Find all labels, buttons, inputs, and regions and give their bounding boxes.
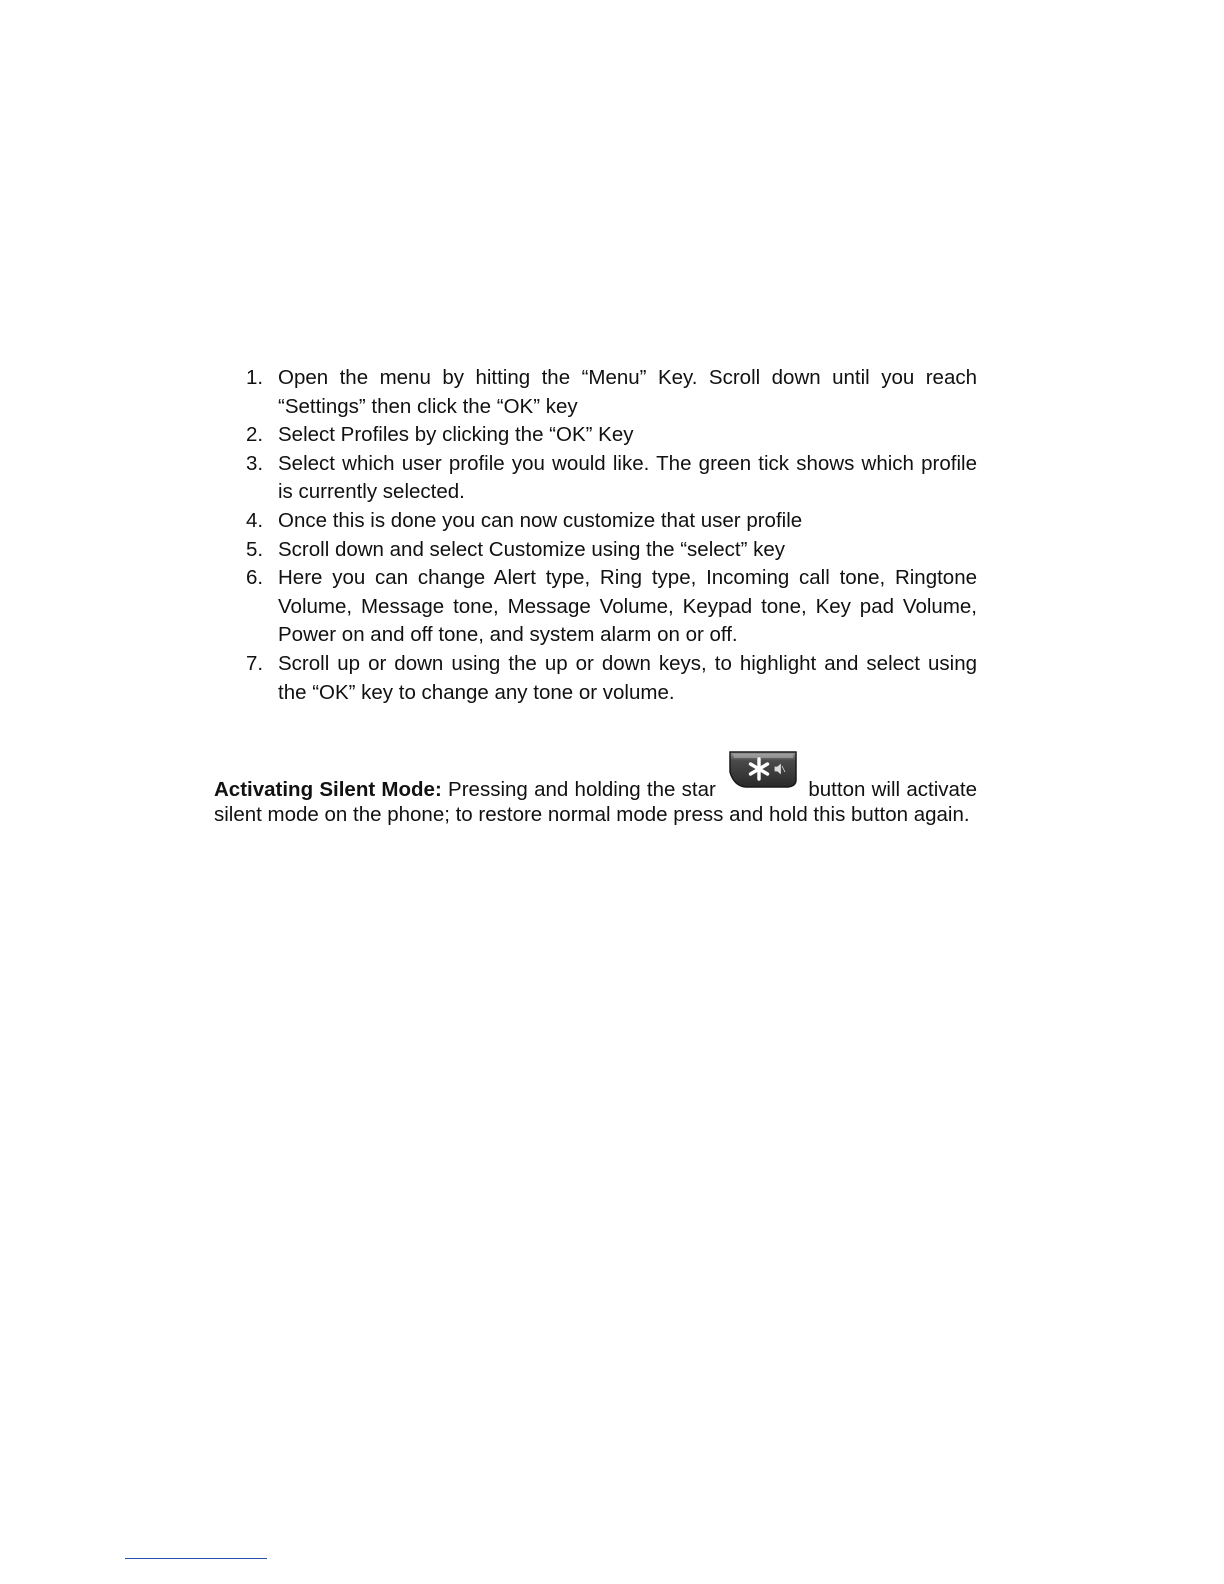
silent-mode-text-after: button will activate silent mode on the phone; to restore normal mode press and hold this button again. (214, 778, 978, 826)
silent-mode-heading: Activating Silent Mode: (214, 778, 442, 801)
step-number: 3. (246, 451, 264, 475)
instruction-list (243, 364, 977, 707)
list-item (243, 507, 977, 536)
star-key-graphic (728, 750, 798, 790)
step-text: Here you can change Alert type, Ring type, Incoming call tone, Ringtone Volume, Message tone, Message Volume, Keypad tone, Key pad Volume, Power on and off tone, and system alarm on or off. (278, 566, 977, 647)
step-number: 7. (246, 651, 264, 675)
step-number: 2. (246, 423, 264, 447)
step-text: Once this is done you can now customize that user profile (278, 508, 803, 532)
step-number: 4. (246, 508, 264, 532)
list-item (243, 421, 977, 450)
silent-mode-text-before: Pressing and holding the star (441, 778, 723, 801)
list-item (243, 536, 977, 565)
step-number: 1. (246, 366, 264, 389)
star-key-icon (728, 762, 798, 802)
list-item (243, 450, 977, 507)
list-item (243, 564, 977, 650)
silent-mode-paragraph (214, 762, 977, 827)
step-number: 5. (246, 537, 264, 561)
list-item (243, 650, 977, 707)
step-text: Open the menu by hitting the “Menu” Key. Scroll down until you reach “Settings” then click the “OK” key (278, 366, 977, 418)
step-text: Select which user profile you would like. The green tick shows which profile is currently selected. (278, 451, 977, 504)
step-text: Select Profiles by clicking the “OK” Key (278, 423, 634, 447)
step-text: Scroll down and select Customize using the “select” key (278, 537, 786, 561)
list-item (243, 364, 977, 421)
footnote-separator (125, 1558, 267, 1559)
step-text: Scroll up or down using the up or down keys, to highlight and select using the “OK” key to change any tone or volume. (278, 651, 977, 704)
step-number: 6. (246, 566, 264, 590)
